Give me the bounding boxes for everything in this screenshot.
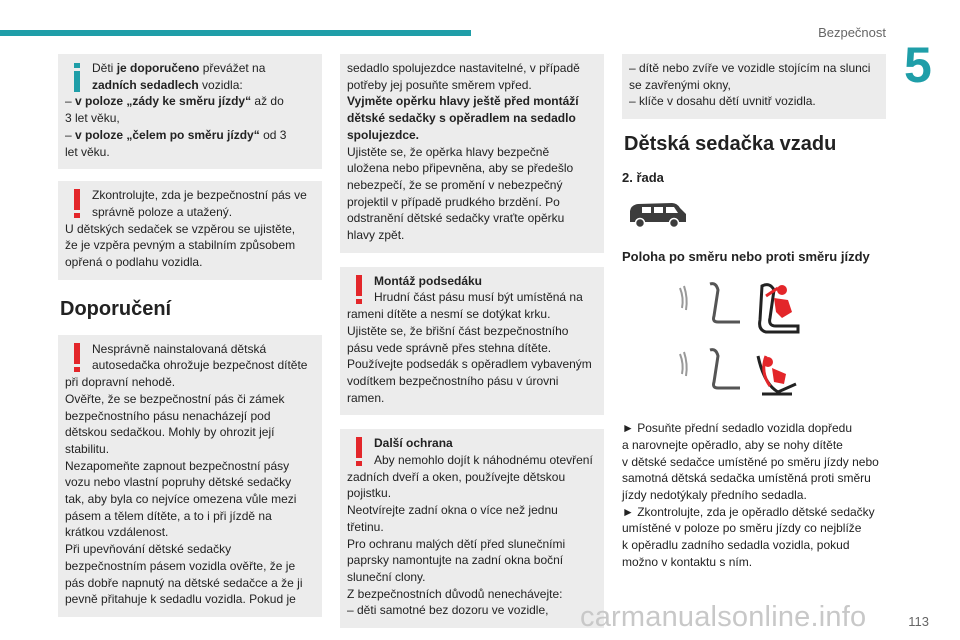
column-1 [58, 54, 322, 629]
position-title: Poloha po směru nebo proti směru jízdy [622, 249, 870, 265]
heading-recommendations: Doporučení [60, 297, 172, 320]
column-3 [622, 54, 886, 570]
instructions: ► Posuňte přední sedadlo vozidla dopředu a narovnejte opěradlo, aby se nohy dítěte v dětské sedačce umístěné po směru jízdy nebo samotná dětská sedačka umístěná proti směru jízdy nedotýkaly předního sedadla. ► Zkontrolujte, zda je opěradlo dětské sedačky umístěné v poloze po směru jízdy co nejblíže k opěradlu zadního sedadla vozidla, pokud možno v kontaktu s ním. [622, 421, 879, 569]
warning-icon [356, 437, 362, 466]
warning-box-installation: Nesprávně nainstalovaná dětská autosedačka ohrožuje bezpečnost dítěte při dopravní nehodě. Ověřte, že se bezpečnostní pás či zámek bezpečnostního pásu nenacházejí pod dětskou sedačkou. Mohly by ohrozit její stabilitu. Nezapomeňte zapnout bezpečnostní pásy vozu nebo vlastní popruhy dětské sedačky tak, aby byla co nejvíce omezena vůle mezi pásem a tělem dítěte, a to i při jízdě na krátkou vzdálenost. Při upevňování dětské sedačky bezpečnostním pásem vozidla ověřte, že je pás dobře napnutý na dětské sedačce a že ji pevně přitahuje k sedadlu vozidla. Pokud je [58, 335, 322, 617]
warning-icon [74, 343, 80, 372]
chapter-number: 5 [904, 37, 932, 93]
rearward-child-seat-icon [670, 344, 886, 402]
column-2 [340, 54, 604, 640]
warning-box-booster: Montáž podsedáku Hrudní část pásu musí být umístěná na rameni dítěte a nesmí se dotýkat krku. Ujistěte se, že břišní část bezpečnostního pásu vede správně přes stehna dítěte. Používejte podsedák s opěradlem vybaveným vodítkem bezpečnostního pásu v úrovni ramen. [340, 267, 604, 416]
continued-box-headrest: sedadlo spolujezdce nastavitelné, v případě potřeby jej posuňte směrem vpřed. Vyjměte opěrku hlavy ještě před montáží dětské sedačky s opěradlem na sedadlo spolujezdce. Ujistěte se, že opěrka hlavy bezpečně uložena nebo připevněna, aby se předešlo nebezpečí, že se promění v nebezpečný projektil v případě prudkého brzdění. Po odstranění dětské sedačky vraťte opěrku hlavy zpět. [340, 54, 604, 253]
header-accent-bar [0, 30, 471, 36]
warning-box-protection: Další ochrana Aby nemohlo dojít k náhodnému otevření zadních dveří a oken, používejte dětskou pojistku. Neotvírejte zadní okna o více než jednu třetinu. Pro ochranu malých dětí před slunečními paprsky namontujte na zadní okna boční sluneční clony. Z bezpečnostních důvodů nenechávejte: – děti samotné bez dozoru ve vozidle, [340, 429, 604, 628]
heading-rear-child-seat: Dětská sedačka vzadu [624, 133, 837, 156]
info-box: Děti je doporučeno převážet na zadních sedadlech vozidla: – v poloze „zády ke směru jízdy“ až do 3 let věku, – v poloze „čelem po směru jízdy“ od 3 let věku. [58, 54, 322, 169]
warning-icon [74, 189, 80, 218]
info-icon [74, 63, 80, 93]
page-number: 113 [908, 614, 929, 629]
forward-seat-child-seat-icon [670, 278, 886, 336]
van-icon [624, 199, 886, 233]
continued-box-safety: – dítě nebo zvíře ve vozidle stojícím na slunci se zavřenými okny, – klíče v dosahu dětí uvnitř vozidla. [622, 54, 886, 119]
warning-icon [356, 275, 362, 304]
section-title: Bezpečnost [818, 25, 886, 40]
row-title: 2. řada [622, 170, 664, 186]
watermark: carmanualsonline.info [580, 601, 867, 633]
warning-box-seatbelt: Zkontrolujte, zda je bezpečnostní pás ve správně poloze a utažený. U dětských sedaček se vzpěrou se ujistěte, že je vzpěra pevným a stabilním způsobem opřená o podlahu vozidla. [58, 181, 322, 280]
